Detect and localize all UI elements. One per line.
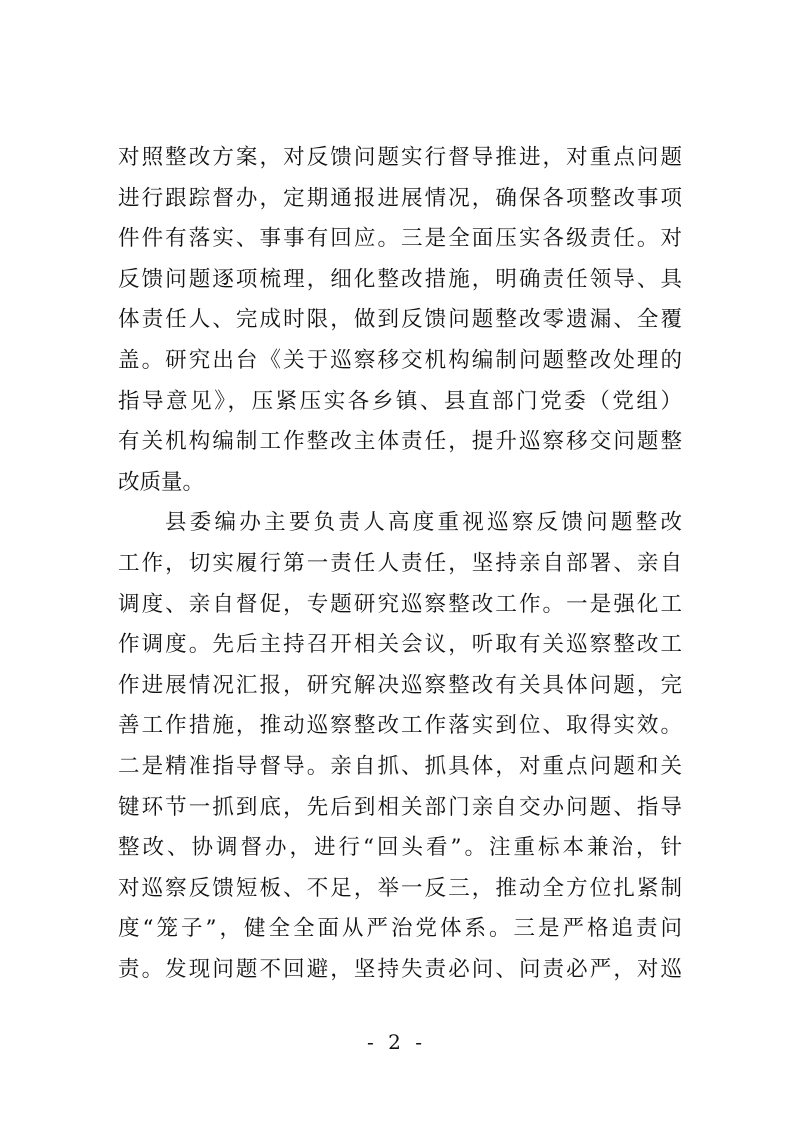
text-line: 二是精准指导督导。亲自抓、抓具体，对重点问题和关	[118, 753, 682, 779]
paragraph-1	[118, 138, 682, 503]
text-line: 整改、协调督办，进行“回头看”。注重标本兼治，针	[118, 835, 682, 861]
text-line: 盖。研究出台《关于巡察移交机构编制问题整改处理的	[118, 347, 682, 373]
text-line: 调度、亲自督促，专题研究巡察整改工作。一是强化工	[118, 591, 682, 617]
text-line: 有关机构编制工作整改主体责任，提升巡察移交问题整	[118, 429, 682, 455]
text-line: 改质量。	[118, 469, 205, 495]
text-line: 责。发现问题不回避，坚持失责必问、问责必严，对巡	[118, 956, 682, 982]
text-line: 工作，切实履行第一责任人责任，坚持亲自部署、亲自	[118, 550, 682, 576]
text-line: 体责任人、完成时限，做到反馈问题整改零遗漏、全覆	[118, 307, 682, 333]
text-line: 作调度。先后主持召开相关会议，听取有关巡察整改工	[118, 632, 682, 658]
text-line: 件件有落实、事事有回应。三是全面压实各级责任。对	[118, 226, 682, 252]
page-number: - 2 -	[367, 1030, 426, 1054]
text-line: 键环节一抓到底，先后到相关部门亲自交办问题、指导	[118, 794, 682, 820]
text-line: 作进展情况汇报，研究解决巡察整改有关具体问题，完	[118, 672, 682, 698]
paragraph-2	[118, 503, 682, 990]
text-line: 对照整改方案，对反馈问题实行督导推进，对重点问题	[118, 145, 682, 170]
text-line: 善工作措施，推动巡察整改工作落实到位、取得实效。	[118, 713, 682, 739]
document-body	[118, 138, 682, 990]
text-line: 进行跟踪督办，定期通报进展情况，确保各项整改事项	[118, 185, 682, 211]
text-line: 县委编办主要负责人高度重视巡察反馈问题整改	[165, 510, 682, 536]
text-line: 对巡察反馈短板、不足，举一反三，推动全方位扎紧制	[118, 875, 682, 901]
text-line: 度“笼子”，健全全面从严治党体系。三是严格追责问	[118, 916, 682, 942]
text-line: 指导意见》，压紧压实各乡镇、县直部门党委（党组）	[118, 388, 682, 414]
text-line: 反馈问题逐项梳理，细化整改措施，明确责任领导、具	[118, 266, 682, 292]
